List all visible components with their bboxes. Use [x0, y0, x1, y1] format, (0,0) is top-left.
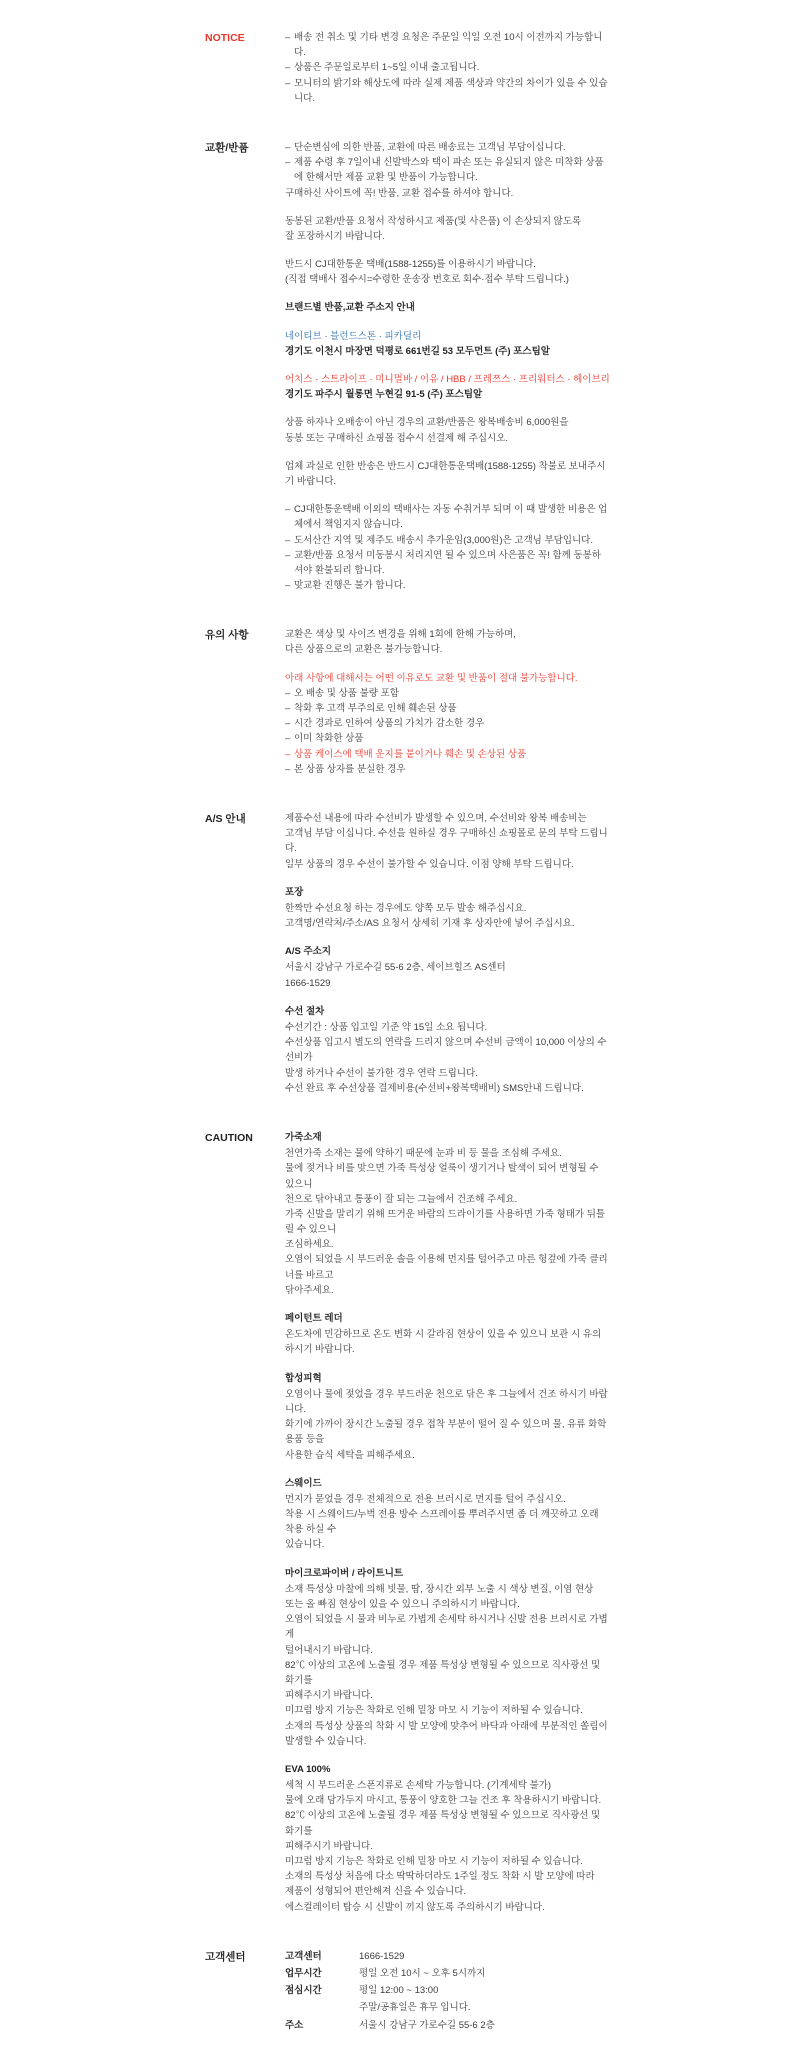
section-exchange-return — [0, 140, 800, 593]
care-group-synthetic — [285, 1371, 610, 1463]
exchange-address-head: 브랜드별 반품,교환 주소지 안내 — [285, 302, 415, 314]
care-group-head: 마이크로파이버 / 라이트니트 — [285, 1567, 404, 1579]
care-line: 오염이 되었을 시 물과 비누로 가볍게 손세탁 하시거나 신발 전용 브러시로 가볍게 — [285, 1614, 608, 1641]
care-line: 털어내시기 바랍니다. — [285, 1644, 373, 1656]
as-address-head: A/S 주소지 — [285, 946, 332, 958]
as-procedure — [285, 1004, 610, 1096]
care-line: 닦아주세요. — [285, 1284, 334, 1296]
care-line: 천으로 닦아내고 통풍이 잘 되는 그늘에서 건조해 주세요. — [285, 1193, 518, 1205]
care-line: 발생할 수 있습니다. — [285, 1735, 367, 1747]
as-procedure-head: 수선 절차 — [285, 1005, 325, 1017]
as-intro-line-2: 고객님 부담 이십니다. 수선을 원하실 경우 구매하신 쇼핑몰로 문의 부탁 드립니다. — [285, 828, 608, 855]
care-line: 미끄럼 방지 기능은 착화로 인해 밑창 마모 시 기능이 저하될 수 있습니다. — [285, 1856, 583, 1867]
caution-title: CAUTION — [205, 1131, 253, 1144]
exchange-notes-list — [285, 502, 610, 593]
list-item: – 본 상품 상자를 분실한 경우 — [285, 762, 610, 777]
precautions-title: 유의 사항 — [205, 629, 249, 642]
list-item: – 제품 수령 후 7일이내 신발박스와 택이 파손 또는 유실되지 않은 미착화 상품에 한해서만 제품 교환 및 반품이 가능합니다. — [285, 155, 610, 185]
as-packaging-head: 포장 — [285, 886, 304, 898]
table-row — [285, 2000, 495, 2017]
list-item-highlighted: – 상품 케이스에 택배 운지를 붙이거나 훼손 및 손상된 상품 — [285, 747, 610, 762]
as-packaging-line-1: 한짝만 수선요청 하는 경우에도 양쪽 모두 발송 해주십시요. — [285, 902, 527, 914]
customer-center-body — [280, 1949, 610, 2035]
exchange-para-2-line-2: 잘 포장하시기 바랍니다. — [285, 230, 385, 242]
care-line: 먼지가 묻었을 경우 전체적으로 전용 브러시로 먼지를 털어 주십시오. — [285, 1493, 566, 1505]
care-line: 가죽 신발을 말리기 위해 뜨거운 바람의 드라이기를 사용하면 가죽 형태가 뒤틀릴 수 있으니 — [285, 1208, 606, 1236]
care-line: 오염이나 물에 젖었을 경우 부드러운 천으로 닦은 후 그늘에서 건조 하시기 바랍니다. — [285, 1388, 608, 1415]
list-item: – 오 배송 및 상품 불량 포함 — [285, 686, 610, 701]
section-precautions — [0, 627, 800, 777]
section-as-guide — [0, 811, 800, 1096]
precautions-para-1-line-2: 다른 상품으로의 교환은 불가능합니다. — [285, 644, 443, 656]
list-item: – 단순변심에 의한 반품, 교환에 따른 배송료는 고객님 부담이십니다. — [285, 140, 610, 155]
precautions-warning-list — [285, 686, 610, 777]
care-line: 소재의 특성상 처음에 다소 딱딱하더라도 1주일 정도 착화 시 발 모양에 따라 — [285, 1871, 595, 1883]
care-group-patent — [285, 1311, 610, 1358]
care-group-microfiber — [285, 1566, 610, 1749]
as-title: A/S 안내 — [205, 812, 246, 825]
list-item: – 도서산간 지역 및 제주도 배송시 추가운임(3,000원)은 고객님 부담입니다. — [285, 533, 610, 548]
exchange-para-5-line: 업체 과실로 인한 반송은 반드시 CJ대한통운택배(1588-1255) 착불로 보내주시기 바랍니다. — [285, 460, 606, 487]
list-item: – 시간 경과로 인하여 상품의 가치가 감소한 경우 — [285, 716, 610, 731]
care-line: 착용 시 스웨이드/누벅 전용 방수 스프레이를 뿌려주시면 좀 더 깨끗하고 오래 착용 하실 수 — [285, 1509, 599, 1536]
precautions-body — [280, 627, 610, 777]
exchange-list — [285, 140, 610, 186]
as-address — [285, 944, 610, 991]
list-item: – 교환/반품 요청서 미동봉시 처리지연 될 수 있으며 사은품은 꼭! 함께 동봉하셔야 환불되리 합니다. — [285, 548, 610, 578]
row-value: 서울시 강남구 가로수길 55-6 2층 — [359, 2019, 495, 2031]
customer-center-table — [285, 1949, 495, 2035]
care-group-head: 스웨이드 — [285, 1477, 322, 1489]
as-body — [280, 811, 610, 1096]
as-procedure-line-4: 수선 완료 후 수선상품 결제비용(수선비+왕복택배비) SMS안내 드립니다. — [285, 1082, 584, 1094]
list-item: – 배송 전 취소 및 기타 변경 요청은 주문일 익일 오전 10시 이전까지 가능합니다. — [285, 30, 610, 60]
row-value: 주말/공휴일은 휴무 입니다. — [359, 2002, 471, 2014]
as-procedure-line-3: 발생 하거나 수선이 불가한 경우 연락 드립니다. — [285, 1067, 478, 1079]
list-item: – 모니터의 밝기와 해상도에 따라 실제 제품 색상과 약간의 차이가 있을 수 있습니다. — [285, 76, 610, 106]
row-value: 평일 12:00 ~ 13:00 — [359, 1985, 439, 1997]
exchange-para-3 — [285, 257, 610, 287]
care-group-head: 합성피혁 — [285, 1372, 322, 1384]
table-row — [285, 1983, 495, 2000]
row-key: 고객센터 — [285, 1950, 322, 1962]
exchange-para-1 — [285, 186, 610, 201]
care-line: 미끄럼 방지 기능은 착화로 인해 밑창 마모 시 기능이 저하될 수 있습니다. — [285, 1705, 583, 1717]
notice-body — [280, 30, 610, 106]
care-line: 사용한 습식 세탁을 피해주세요. — [285, 1449, 415, 1461]
section-customer-center — [0, 1949, 800, 2035]
section-caution — [0, 1130, 800, 1915]
row-key: 점심시간 — [285, 1985, 322, 1997]
exchange-para-4-line-2: 동봉 또는 구매하신 쇼핑몰 접수시 선결제 해 주십시오. — [285, 432, 509, 444]
care-line: 물에 오래 담가두지 마시고, 통풍이 양호한 그늘 건조 후 착용하시기 바랍니다. — [285, 1795, 602, 1807]
as-intro-line-3: 일부 상품의 경우 수선이 불가할 수 있습니다. 이점 양해 부탁 드립니다. — [285, 858, 574, 870]
precautions-warning-head: 아래 사항에 대해서는 어떤 이유로도 교환 및 반품이 절대 불가능합니다. — [285, 672, 578, 684]
brand-address-line-2: 경기도 파주시 월롱면 누현길 91-5 (주) 포스팀알 — [285, 389, 483, 401]
care-line: 세척 시 부드러운 스폰지류로 손세탁 가능합니다. (기계세탁 불가) — [285, 1780, 552, 1792]
row-key: 업무시간 — [285, 1967, 322, 1979]
caution-body — [280, 1130, 610, 1915]
exchange-para-5 — [285, 459, 610, 489]
care-group-head: EVA 100% — [285, 1763, 331, 1775]
row-value: 1666-1529 — [359, 1950, 405, 1962]
care-line: 에스컬레이터 탑승 시 신발이 끼지 않도록 주의하시기 바랍니다. — [285, 1901, 545, 1913]
precautions-para-1-line-1: 교환은 색상 및 사이즈 변경을 위해 1회에 한해 가능하며, — [285, 629, 516, 641]
care-line: 제품이 성형되어 편안해져 신을 수 있습니다. — [285, 1886, 467, 1898]
exchange-para-2 — [285, 214, 610, 244]
notice-title: NOTICE — [205, 32, 245, 44]
table-row — [285, 1966, 495, 1983]
care-line: 소재 특성상 마찰에 의해 빗물, 땀, 장시간 외부 노출 시 색상 변질, 이염 현상 — [285, 1583, 594, 1595]
care-line: 또는 올 빠짐 현상이 있을 수 있으니 주의하시기 바랍니다. — [285, 1599, 520, 1610]
table-row — [285, 2018, 495, 2035]
as-packaging — [285, 885, 610, 932]
care-line: 있습니다. — [285, 1539, 325, 1551]
precautions-warning — [285, 671, 610, 777]
exchange-para-4-line-1: 상품 하자나 오배송이 아닌 경우의 교환/반품은 왕복배송비 6,000원을 — [285, 417, 569, 429]
list-item: – 상품은 주문일로부터 1~5일 이내 출고됩니다. — [285, 60, 610, 75]
care-group-eva — [285, 1762, 610, 1915]
brand-list-1: 네이티브 · 블런드스톤 · 피카딜리 — [285, 330, 422, 342]
exchange-para-2-line-1: 동봉된 교환/반품 요청서 작성하시고 제품(및 사은품) 이 손상되지 않도록 — [285, 215, 582, 227]
as-intro — [285, 811, 610, 872]
brand-address-1 — [285, 329, 610, 359]
care-line: 물에 젖거나 비를 맞으면 가죽 특성상 얼룩이 생기거나 탈색이 되어 변형될 수 있으니 — [285, 1163, 599, 1190]
list-item: – 이미 착화한 상품 — [285, 731, 610, 746]
care-group-suede — [285, 1476, 610, 1553]
care-line: 82℃ 이상의 고온에 노출될 경우 제품 특성상 변형될 수 있으므로 직사광선 및 화기를 — [285, 1659, 601, 1686]
care-group-head: 가죽소재 — [285, 1131, 322, 1143]
exchange-title: 교환/반품 — [205, 141, 249, 154]
care-line: 오염이 되었을 시 부드러운 솔을 이용해 먼지를 털어주고 마른 헝겊에 가죽 클리너를 바르고 — [285, 1254, 608, 1281]
notice-list — [285, 30, 610, 106]
section-notice — [0, 30, 800, 106]
care-line: 피해주시기 바랍니다. — [285, 1840, 373, 1852]
care-line: 조심하세요. — [285, 1239, 334, 1251]
exchange-para-3-line-2: (직접 택배사 접수시=수령한 운송장 번호로 회수·접수 부탁 드립니다.) — [285, 274, 569, 286]
as-packaging-line-2: 고객명/연락처/주소/AS 요청서 상세히 기재 후 상자안에 넣어 주십시요. — [285, 918, 575, 930]
list-item: – 착화 후 고객 부주의로 인해 훼손된 상품 — [285, 701, 610, 716]
care-line: 온도차에 민감하므로 온도 변화 시 갈라짐 현상이 있을 수 있으니 보관 시 유의하시기 바랍니다. — [285, 1329, 602, 1356]
brand-address-line-1: 경기도 이천시 마장면 덕평로 661번길 53 모두먼트 (주) 포스팀알 — [285, 345, 550, 357]
table-row — [285, 1949, 495, 1966]
exchange-para-1-line: 구매하신 사이트에 꼭! 반품, 교환 접수를 하셔야 합니다. — [285, 187, 514, 199]
precautions-para-1 — [285, 627, 610, 657]
care-line: 천연가죽 소재는 물에 약하기 때문에 눈과 비 등 물을 조심해 주세요. — [285, 1148, 562, 1160]
list-item: – 맞교환 진행은 불가 합니다. — [285, 578, 610, 593]
as-address-phone: 1666-1529 — [285, 977, 331, 989]
care-line: 피해주시기 바랍니다. — [285, 1690, 373, 1702]
as-intro-line-1: 제품수선 내용에 따라 수선비가 발생할 수 있으며, 수선비와 왕복 배송비는 — [285, 812, 587, 824]
brand-list-2: 어치스 · 스트라이프 · 미니멀바 / 이유 / HBB / 프레쯔스 · 프리워터스 · 헤이브리 — [285, 374, 610, 385]
care-line: 소재의 특성상 상품의 착화 시 발 모양에 맞추어 바닥과 아래에 부분적인 쏠림이 — [285, 1720, 608, 1732]
brand-address-2 — [285, 372, 610, 402]
exchange-address-head-block — [285, 300, 610, 315]
as-procedure-line-1: 수선기간 : 상품 입고일 기준 약 15일 소요 됩니다. — [285, 1022, 488, 1033]
list-item: – CJ대한통운택배 이외의 택배사는 자동 수취거부 되며 이 때 발생한 비용은 업체에서 책임지지 않습니다. — [285, 502, 610, 532]
care-group-head: 페이턴트 레더 — [285, 1313, 343, 1324]
exchange-body — [280, 140, 610, 593]
as-procedure-line-2: 수선상품 입고시 별도의 연락을 드리지 않으며 수선비 금액이 10,000 이상의 수선비가 — [285, 1037, 607, 1064]
exchange-para-3-line-1: 반드시 CJ대한통운 택배(1588-1255)를 이용하시기 바랍니다. — [285, 259, 536, 271]
row-value: 평일 오전 10시 ~ 오후 5시까지 — [359, 1967, 486, 1979]
row-key: 주소 — [285, 2019, 304, 2031]
care-line: 화기에 가까이 장시간 노출될 경우 접착 부분이 떨어 질 수 있으며 물, 유류 화학용품 등을 — [285, 1419, 607, 1446]
as-address-line-1: 서울시 강남구 가로수길 55-6 2층, 세이브힐즈 AS센터 — [285, 962, 506, 974]
row-key — [285, 2000, 359, 2017]
care-line: 82℃ 이상의 고온에 노출될 경우 제품 특성상 변형될 수 있으므로 직사광선 및 화기를 — [285, 1810, 601, 1837]
care-group-leather — [285, 1130, 610, 1298]
exchange-para-4 — [285, 415, 610, 445]
customer-center-title: 고객센터 — [205, 1950, 246, 1963]
